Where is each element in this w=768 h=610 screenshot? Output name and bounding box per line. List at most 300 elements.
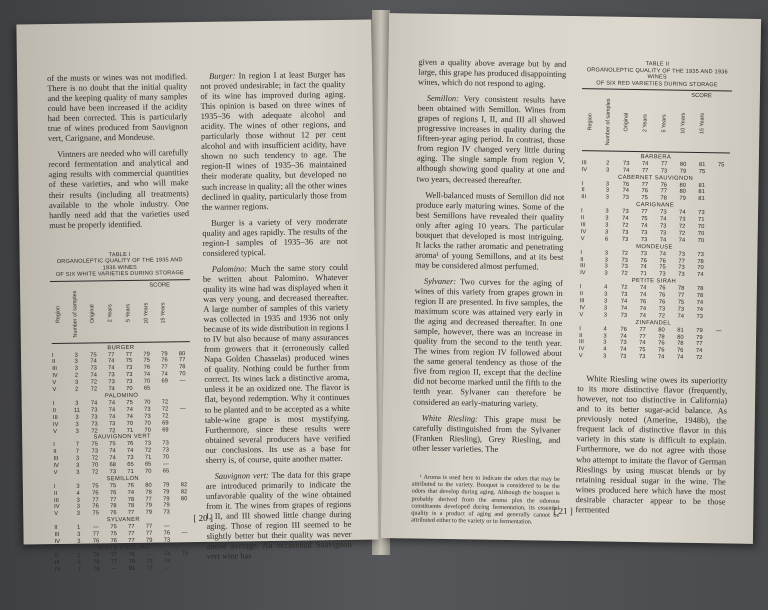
table-cell: 73: [125, 372, 133, 379]
table-cell: 73: [621, 257, 628, 264]
table-cell: 78: [128, 551, 135, 558]
table-cell: 78: [179, 364, 186, 371]
table-cell: 79: [679, 196, 686, 203]
table-cell: 72: [108, 427, 116, 434]
table-cell: II: [54, 525, 58, 532]
table-cell: 77: [639, 326, 646, 333]
table-cell: 77: [178, 357, 186, 364]
table-cell: 78: [127, 503, 135, 510]
table-cell: 73: [678, 272, 685, 279]
paragraph-text: Burger is a variety of very moderate quality and ages rapidly. The results of the region-I samples of 1935–36 are not considered typical.: [202, 216, 348, 258]
table-cell: 4: [76, 490, 80, 497]
table-cell: I: [579, 325, 581, 332]
table-cell: 7: [75, 441, 80, 449]
table-cell: 77: [145, 496, 152, 503]
table-cell: 74: [108, 413, 116, 420]
table-cell: 74: [639, 312, 647, 319]
table-cell: 70: [144, 420, 151, 427]
table-cell: 76: [622, 181, 630, 188]
table-1: [50, 251, 194, 574]
table-cell: 71: [127, 468, 134, 475]
table-cell: 77: [92, 531, 100, 538]
table-cell: 74: [126, 406, 133, 413]
table-cell: 77: [107, 351, 115, 358]
table-cell: I: [53, 483, 56, 490]
table-cell: 76: [658, 299, 666, 306]
table-cell: 3: [605, 194, 609, 201]
table-cell: I: [52, 400, 55, 407]
table-cell: 74: [108, 365, 115, 372]
table-cell: —: [715, 327, 722, 334]
column-header: Number of samples: [605, 98, 612, 146]
table-cell: 74: [695, 348, 703, 355]
table-cell: 72: [658, 313, 666, 320]
table-cell: 80: [180, 495, 188, 502]
table-cell: 1: [77, 566, 81, 573]
table-cell: 3: [603, 333, 607, 340]
table-cell: 3: [75, 455, 80, 462]
table-cell: 73: [126, 379, 133, 386]
table-cell: 3: [76, 462, 80, 469]
table-cell: 79: [696, 327, 703, 334]
table-cell: 80: [677, 334, 684, 341]
table-row: [578, 353, 728, 362]
table-cell: 3: [77, 559, 81, 566]
paragraph-lead: Semillon:: [426, 93, 459, 104]
table-cell: III: [581, 159, 587, 167]
table-cell: 78: [128, 558, 136, 565]
table-cell: —: [163, 523, 170, 530]
table-cell: 3: [76, 497, 80, 504]
paragraph-text: This grape must be carefully distinguished from the Sylvaner (Franken Riesling), Grey Riesling, and other lesser varieties. The: [412, 414, 561, 454]
paragraph-text: given a quality above average but by and large, this grape has produced disappointing wines, which do not respond to aging.: [417, 57, 567, 89]
table-cell: 3: [77, 538, 81, 545]
table-cell: 74: [143, 371, 151, 379]
table-section-heading: BURGER: [107, 344, 135, 351]
table-cell: 74: [620, 347, 627, 354]
table-grid: [50, 282, 194, 573]
paragraph-lead: Sauvignon vert:: [214, 470, 269, 481]
table-caption: OF SIX WHITE VARIETIES DURING STORAGE: [55, 270, 184, 279]
table-cell: 77: [125, 351, 133, 358]
table-cell: 74: [639, 305, 647, 313]
table-cell: 80: [178, 350, 186, 357]
table-cell: 71: [144, 454, 152, 461]
paragraph-text: In region I at least Burger has not proved undesirable; in fact the quality of its wine has improved during aging. This opinion is based on three wines of 1935–36 with adequate alcohol and acidity. The wines of other regions, and particularly those without 12 per cent alcohol and with insufficient acidity, have shown no such tendency to age. The region-II wines of 1935–36 maintained their moderate quality, but developed no such increase in quality; all the other wines declined in quality, particularly those from the warmer regions.: [200, 69, 347, 212]
table-cell: 75: [641, 216, 648, 223]
table-cell: 73: [162, 447, 169, 454]
table-cell: 82: [180, 481, 188, 489]
table-cell: —: [146, 551, 153, 558]
table-title: TABLE II: [645, 61, 670, 68]
table-cell: 73: [163, 537, 171, 544]
table-cell: III: [579, 298, 585, 305]
table-cell: 74: [659, 237, 667, 244]
table-cell: 77: [639, 333, 646, 340]
table-cell: 76: [161, 357, 168, 364]
paragraph-text: White Riesling wine owes its superiority to its more distinctive flavor (frequently, however, not too distinctive in California) and to its better sugar-acid balance. As previously noted (Amerine, 1948b), the frequent lack of distinctive flavor in this variety in this state is difficult to explain. Furthermore, we do not agree with those who attempt to imitate the flavor of German Rieslings by using muscat blends or by retaining residual sugar in the wine. The wines produced here which have the most desirable character appear to be those fermented: [575, 374, 728, 515]
table-cell: 3: [604, 270, 608, 277]
table-section-heading: BARBERA: [640, 154, 672, 161]
table-cell: 76: [92, 552, 100, 559]
table-cell: 3: [605, 222, 609, 229]
table-cell: III: [53, 497, 59, 504]
table-cell: 77: [641, 167, 649, 174]
paragraph: [206, 470, 352, 562]
table-cell: 75: [638, 347, 646, 354]
table-cell: 73: [108, 379, 115, 386]
table-cell: 77: [660, 161, 668, 168]
table-cell: 73: [109, 469, 117, 476]
table-cell: I: [579, 284, 582, 291]
table-cell: 74: [641, 160, 649, 168]
table-cell: 74: [697, 272, 704, 279]
table-cell: 74: [620, 298, 628, 305]
table-cell: [176, 565, 194, 572]
right-page: [381, 13, 761, 544]
table-cell: 73: [146, 558, 153, 565]
page-number: [ 21 ]: [553, 505, 573, 517]
table-cell: 70: [143, 378, 151, 385]
table-cell: 73: [658, 306, 666, 313]
table-cell: 77: [695, 341, 703, 348]
table-cell: 73: [621, 229, 629, 236]
table-cell: 73: [162, 440, 169, 447]
table-title: TABLE I: [108, 251, 131, 258]
table-cell: 72: [144, 447, 152, 454]
paragraph: [415, 190, 564, 273]
left-column-1: [47, 72, 194, 573]
column-header: 2 Years: [107, 304, 114, 323]
table-cell: 77: [641, 181, 649, 188]
table-cell: 75: [126, 399, 133, 406]
table-cell: 74: [90, 400, 98, 407]
table-cell: 70: [179, 371, 186, 378]
table-cell: 73: [619, 353, 627, 361]
table-cell: I: [581, 208, 583, 215]
table-cell: 71: [640, 271, 647, 278]
table-cell: 73: [622, 195, 629, 202]
table-cell: 74: [127, 489, 135, 496]
table-cell: I: [53, 442, 55, 449]
table-caption: OF SIX RED VARIETIES DURING STORAGE: [596, 80, 718, 89]
table-cell: 73: [697, 251, 704, 258]
table-cell: 74: [640, 264, 647, 271]
table-cell: IV: [53, 462, 60, 470]
table-cell: III: [52, 366, 58, 373]
table-cell: 78: [677, 341, 684, 348]
table-cell: 69: [161, 378, 168, 385]
table-cell: 78: [93, 566, 100, 573]
table-cell: 75: [110, 531, 117, 538]
table-cell: 76: [657, 347, 665, 354]
table-cell: 75: [92, 510, 99, 517]
table-cell: 79: [679, 168, 687, 175]
table-cell: 65: [143, 385, 151, 392]
table-cell: 77: [109, 496, 117, 503]
table-cell: 78: [697, 258, 704, 265]
table-cell: 3: [605, 215, 609, 222]
table-cell: 80: [679, 182, 687, 189]
table-cell: 72: [91, 427, 98, 435]
column-header: 10 Years: [680, 112, 687, 134]
column-header: Region: [587, 113, 594, 131]
table-section-heading: SAUVIGNON VERT: [93, 434, 151, 441]
table-cell: 75: [90, 351, 97, 359]
table-cell: 77: [128, 524, 135, 531]
right-column-1: [412, 58, 566, 462]
table-cell: 77: [110, 551, 118, 559]
table-cell: 74: [639, 340, 646, 347]
table-cell: 73: [660, 209, 667, 216]
table-cell: 3: [604, 257, 608, 264]
table-cell: 79: [162, 489, 170, 496]
paragraph: [418, 58, 566, 90]
table-cell: 77: [146, 565, 153, 572]
table-cell: 76: [163, 530, 171, 537]
table-cell: 70: [144, 468, 152, 475]
table-cell: 72: [90, 379, 98, 386]
table-cell: 78: [145, 489, 152, 496]
table-cell: 74: [161, 371, 168, 378]
table-cell: 73: [659, 223, 667, 230]
table-cell: 73: [696, 313, 703, 320]
table-cell: 73: [640, 229, 648, 237]
table-cell: 79: [163, 495, 170, 503]
table-cell: 3: [75, 400, 79, 407]
table-cell: 72: [161, 399, 169, 406]
table-cell: 3: [74, 352, 78, 359]
table-cell: —: [92, 524, 99, 531]
column-header: Original: [89, 304, 97, 324]
table-cell: 76: [92, 503, 99, 510]
paragraph: of the musts or wines was not modified. There is no doubt that the initial quality and the keeping quality of many samples could have been increased if the acidity had been corrected. This is particularly true of wines produced from Sauvignon vert, Carignane, and Mondeuse.: [47, 72, 188, 144]
table-caption: ORGANOLEPTIC QUALITY OF THE 1935 AND 1936 WINES: [586, 66, 728, 81]
table-cell: 70: [144, 399, 151, 406]
table-cell: 73: [621, 264, 628, 271]
table-cell: 76: [126, 441, 134, 448]
table-cell: 7: [75, 448, 80, 455]
table-cell: 77: [128, 537, 135, 545]
table-cell: 6: [604, 236, 609, 243]
left-column-2: [200, 70, 352, 568]
table-cell: 74: [639, 292, 647, 299]
column-header: 5 Years: [125, 304, 132, 323]
table-cell: 82: [180, 488, 188, 495]
table-cell: 77: [128, 531, 135, 538]
footnote: ¹ Aroma is used here to indicate the odors that may be attributed to the variety. Bouquet is considered to be the odors that develop during aging. Although the bouquet is probably derived from the aroma plus the odorous constituents developed during fermentation, its essential quality is a product of aging and generally cannot be attributed either to the variety or to fermentation.: [411, 473, 560, 526]
table-cell: I: [51, 352, 54, 359]
table-cell: 3: [605, 188, 609, 195]
table-cell: 74: [677, 313, 685, 320]
paragraph: [412, 413, 561, 456]
table-cell: V: [579, 311, 584, 318]
table-cell: V: [580, 235, 585, 243]
table-cell: 76: [110, 510, 117, 517]
table-cell: 73: [640, 236, 648, 244]
paragraph-lead: White Riesling:: [421, 413, 478, 424]
table-cell: —: [181, 530, 188, 537]
table-cell: 76: [143, 365, 151, 372]
table-cell: 73: [620, 291, 628, 298]
table-cell: 3: [76, 504, 80, 511]
table-cell: 79: [145, 510, 153, 517]
table-cell: 79: [161, 350, 168, 358]
table-cell: 74: [620, 333, 627, 340]
column-header: 5 Years: [661, 114, 668, 133]
table-cell: V: [53, 469, 58, 476]
table-section-heading: PALOMINO: [104, 392, 139, 400]
table-cell: 3: [604, 263, 608, 271]
table-cell: 76: [92, 490, 99, 497]
table-cell: IV: [54, 538, 61, 546]
table-cell: 75: [92, 483, 99, 490]
table-cell: —: [162, 461, 169, 468]
score-label: SCORE: [691, 93, 712, 100]
table-section-heading: PETITE SIRAH: [631, 278, 677, 285]
table-cell: 3: [74, 359, 78, 366]
table-cell: 73: [144, 413, 151, 420]
table-cell: 75: [641, 195, 648, 202]
paragraph: [202, 217, 348, 259]
table-cell: 65: [162, 468, 170, 475]
table-cell: 76: [659, 257, 666, 265]
table-cell: III: [52, 414, 58, 421]
table-cell: 74: [679, 209, 686, 216]
table-cell: 11: [73, 407, 81, 414]
paragraph: [413, 276, 563, 409]
table-cell: 76: [93, 559, 100, 566]
column-header: 10 Years: [142, 302, 150, 324]
table-cell: IV: [52, 421, 59, 428]
table-cell: 70: [697, 223, 705, 231]
table-cell: 74: [659, 251, 667, 258]
table-cell: 80: [145, 482, 152, 489]
table-cell: 74: [640, 223, 648, 230]
paragraph-lead: Palomino:: [211, 264, 248, 274]
column-header: 15 Years: [160, 302, 167, 324]
table-cell: 77: [641, 209, 648, 216]
table-cell: 74: [622, 167, 630, 174]
table-cell: II: [580, 215, 585, 222]
table-cell: 77: [161, 364, 168, 371]
table-cell: 78: [677, 285, 685, 292]
table-cell: 79: [145, 503, 153, 510]
table-cell: II: [52, 407, 57, 414]
table-cell: 76: [640, 257, 647, 264]
table-cell: [708, 355, 727, 362]
table-cell: 75: [91, 441, 98, 448]
table-cell: 72: [620, 284, 628, 292]
table-cell: 3: [604, 291, 608, 298]
left-page: [16, 20, 378, 573]
table-cell: 74: [126, 413, 134, 420]
table-cell: 75: [677, 299, 685, 306]
table-2: [578, 60, 733, 362]
table-cell: 81: [698, 196, 705, 203]
table-cell: 3: [74, 379, 79, 386]
table-cell: 74: [696, 306, 704, 313]
table-cell: II: [579, 291, 584, 298]
table-cell: 3: [605, 167, 610, 174]
table-cell: IV: [54, 566, 61, 573]
table-cell: 79: [163, 502, 170, 509]
table-cell: 73: [144, 440, 152, 448]
table-caption: ORGANOLEPTIC QUALITY OF THE 1935 AND 1936 WINES: [56, 257, 183, 272]
table-cell: 73: [125, 365, 133, 372]
table-cell: 69: [162, 420, 169, 427]
table-cell: 3: [74, 366, 79, 373]
table-cell: 4: [604, 284, 608, 291]
table-cell: 78: [660, 195, 667, 202]
table-cell: 73: [127, 455, 134, 462]
table-cell: 70: [162, 454, 170, 461]
table-cell: 3: [603, 353, 607, 360]
table-cell: II: [53, 449, 57, 456]
table-cell: 73: [144, 406, 151, 413]
table-cell: 73: [698, 210, 705, 217]
table-cell: 70: [91, 462, 99, 469]
table-cell: 73: [622, 160, 630, 167]
table-cell: 2: [74, 372, 79, 379]
table-cell: 72: [91, 455, 99, 462]
table-cell: 73: [678, 216, 686, 223]
table-cell: 79: [143, 351, 150, 358]
table-cell: 75: [659, 264, 666, 271]
table-cell: 77: [678, 258, 685, 265]
paragraph-text: The data for this grape are introduced primarily to indicate the unfavorable quality of the wine obtained from it. The wines from grapes of regions I, II, and III showed little change during aging. Those of region III seemed to be slightly better but their quality was never above average. An occasional Sauvignon vert wine has: [205, 469, 352, 562]
table-cell: 74: [108, 406, 116, 414]
table-cell: 73: [163, 509, 170, 516]
table-section-heading: WHITE RIESLING: [97, 544, 151, 552]
table-cell: III: [578, 339, 584, 346]
table-cell: 70: [697, 230, 705, 237]
table-cell: 3: [605, 208, 609, 215]
paragraph: [575, 374, 727, 517]
table-cell: 3: [77, 531, 81, 538]
table-cell: 72: [91, 469, 99, 476]
table-cell: 72: [695, 355, 703, 362]
table-cell: 77: [110, 558, 118, 565]
table-cell: 70: [126, 385, 133, 393]
table-cell: 74: [126, 448, 134, 455]
table-cell: 75: [109, 482, 117, 490]
table-cell: 79: [696, 334, 703, 341]
table-cell: 81: [677, 327, 684, 334]
table-cell: 78: [110, 503, 117, 510]
table-cell: V: [52, 380, 57, 387]
table-row: [54, 565, 194, 574]
column-header: Number of samples: [72, 290, 79, 338]
table-cell: 3: [76, 469, 80, 476]
paragraph-text: Much the same story could be written about Palomino. Whatever quality its wine had was displayed when it was very young, and decreased thereafter. A large number of samples of this variety was collected in 1935 and 1936 not only because of its wide distribution in regions I to IV but also because of many assurances from growers that it (erroneously called Napa Golden Chasselas) produced wines of quality. Nothing could be further from correct. Its wines lack a distinctive aroma, unless it be an oxidized one. The flavor is flat, beyond redemption. Why it continues to be planted and to be accepted as a white table-wine grape is most mystifying. Furthermore, since these results were obtained several producers have verified our conclusions. Its use as a base for sherry is, of course, quite another matter.: [202, 262, 351, 465]
table-cell: 76: [110, 538, 118, 545]
table-cell: 76: [92, 538, 100, 545]
table-cell: III: [54, 532, 60, 539]
table-cell: 4: [603, 346, 607, 353]
table-cell: 74: [676, 354, 684, 361]
table-cell: II: [54, 552, 59, 559]
table-cell: 73: [660, 168, 668, 175]
table-cell: 73: [622, 208, 629, 216]
table-cell: 71: [697, 217, 705, 224]
table-cell: —: [179, 378, 186, 385]
table-cell: V: [578, 353, 583, 360]
table-cell: 73: [620, 312, 628, 319]
table-cell: I: [580, 249, 583, 256]
table-cell: IV: [579, 305, 586, 312]
table-cell: 74: [660, 216, 667, 223]
